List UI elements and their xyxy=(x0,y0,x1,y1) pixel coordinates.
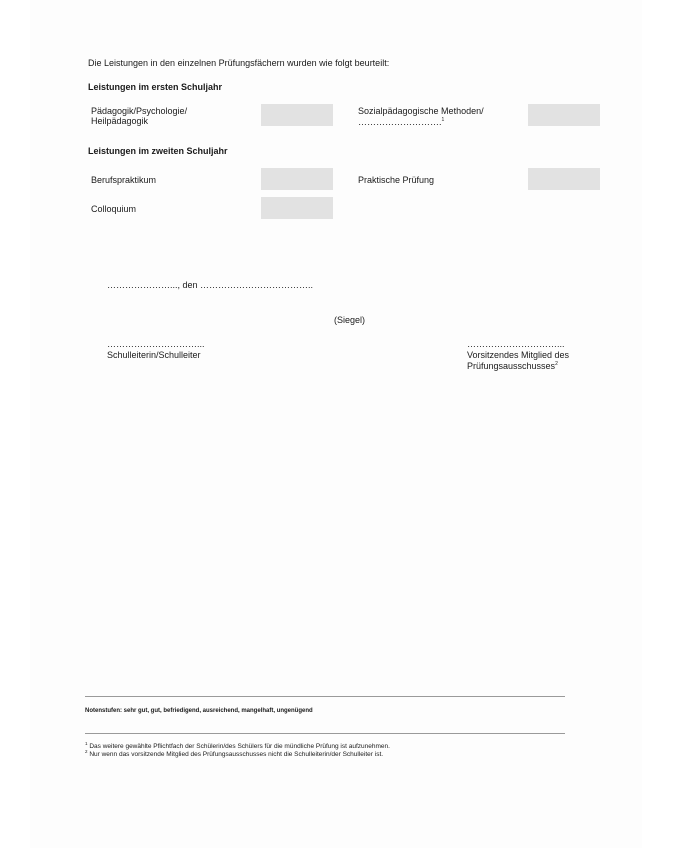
signature-label-right-line1: Vorsitzendes Mitglied des xyxy=(467,350,570,360)
grade-box-colloquium[interactable] xyxy=(261,197,333,219)
signature-line-right: …………………………... xyxy=(467,339,565,349)
grade-box-paedagogik[interactable] xyxy=(261,104,333,126)
signature-line-left: …………………………... xyxy=(107,339,205,349)
footnote-2 xyxy=(85,748,384,759)
grades-note: Notenstufen: sehr gut, gut, befriedigend, ausreichend, mangelhaft, ungenügend xyxy=(85,708,313,714)
footnote-2-number: 2 xyxy=(85,748,88,754)
footnote-ref-2: 2 xyxy=(555,361,558,367)
year1-subject2-label-line1: Sozialpädagogische Methoden/ xyxy=(358,106,484,116)
divider-bottom xyxy=(85,733,565,734)
seal-placeholder: (Siegel) xyxy=(334,315,366,325)
year2-heading: Leistungen im zweiten Schuljahr xyxy=(88,146,228,156)
footnote-1-text: Das weitere gewählte Pflichtfach der Schülerin/des Schülers für die mündliche Prüfung ist aufzunehmen. xyxy=(89,743,390,750)
divider-top xyxy=(85,696,565,697)
year2-subject3-label: Colloquium xyxy=(91,204,137,214)
grade-box-sozialpaedagogische-methoden[interactable] xyxy=(528,104,600,126)
year1-subject2-dots: ………………………. xyxy=(358,117,442,127)
year2-subject1-label: Berufspraktikum xyxy=(91,175,157,185)
footnote-1-number: 1 xyxy=(85,740,88,746)
year2-subject2-label: Praktische Prüfung xyxy=(358,175,435,185)
footnote-1 xyxy=(85,740,390,751)
grade-box-praktische-pruefung[interactable] xyxy=(528,168,600,190)
year1-heading: Leistungen im ersten Schuljahr xyxy=(88,82,223,92)
document-page xyxy=(30,0,642,848)
year1-subject1-label-line2: Heilpädagogik xyxy=(91,116,149,126)
place-date-line: …………………..., den ……………………………….. xyxy=(107,280,314,290)
footnote-2-text: Nur wenn das vorsitzende Mitglied des Prüfungsausschusses nicht die Schulleiterin/der Schulleiter ist. xyxy=(89,751,384,758)
year1-subject2-label-line2 xyxy=(358,117,444,128)
grade-box-berufspraktikum[interactable] xyxy=(261,168,333,190)
signature-label-left: Schulleiterin/Schulleiter xyxy=(107,350,201,360)
signature-label-right-text: Prüfungsausschusses xyxy=(467,361,556,371)
signature-label-right-line2 xyxy=(467,361,558,372)
footnote-ref-1: 1 xyxy=(441,117,445,123)
year1-subject1-label-line1: Pädagogik/Psychologie/ xyxy=(91,106,188,116)
intro-text: Die Leistungen in den einzelnen Prüfungsfächern wurden wie folgt beurteilt: xyxy=(88,58,390,68)
